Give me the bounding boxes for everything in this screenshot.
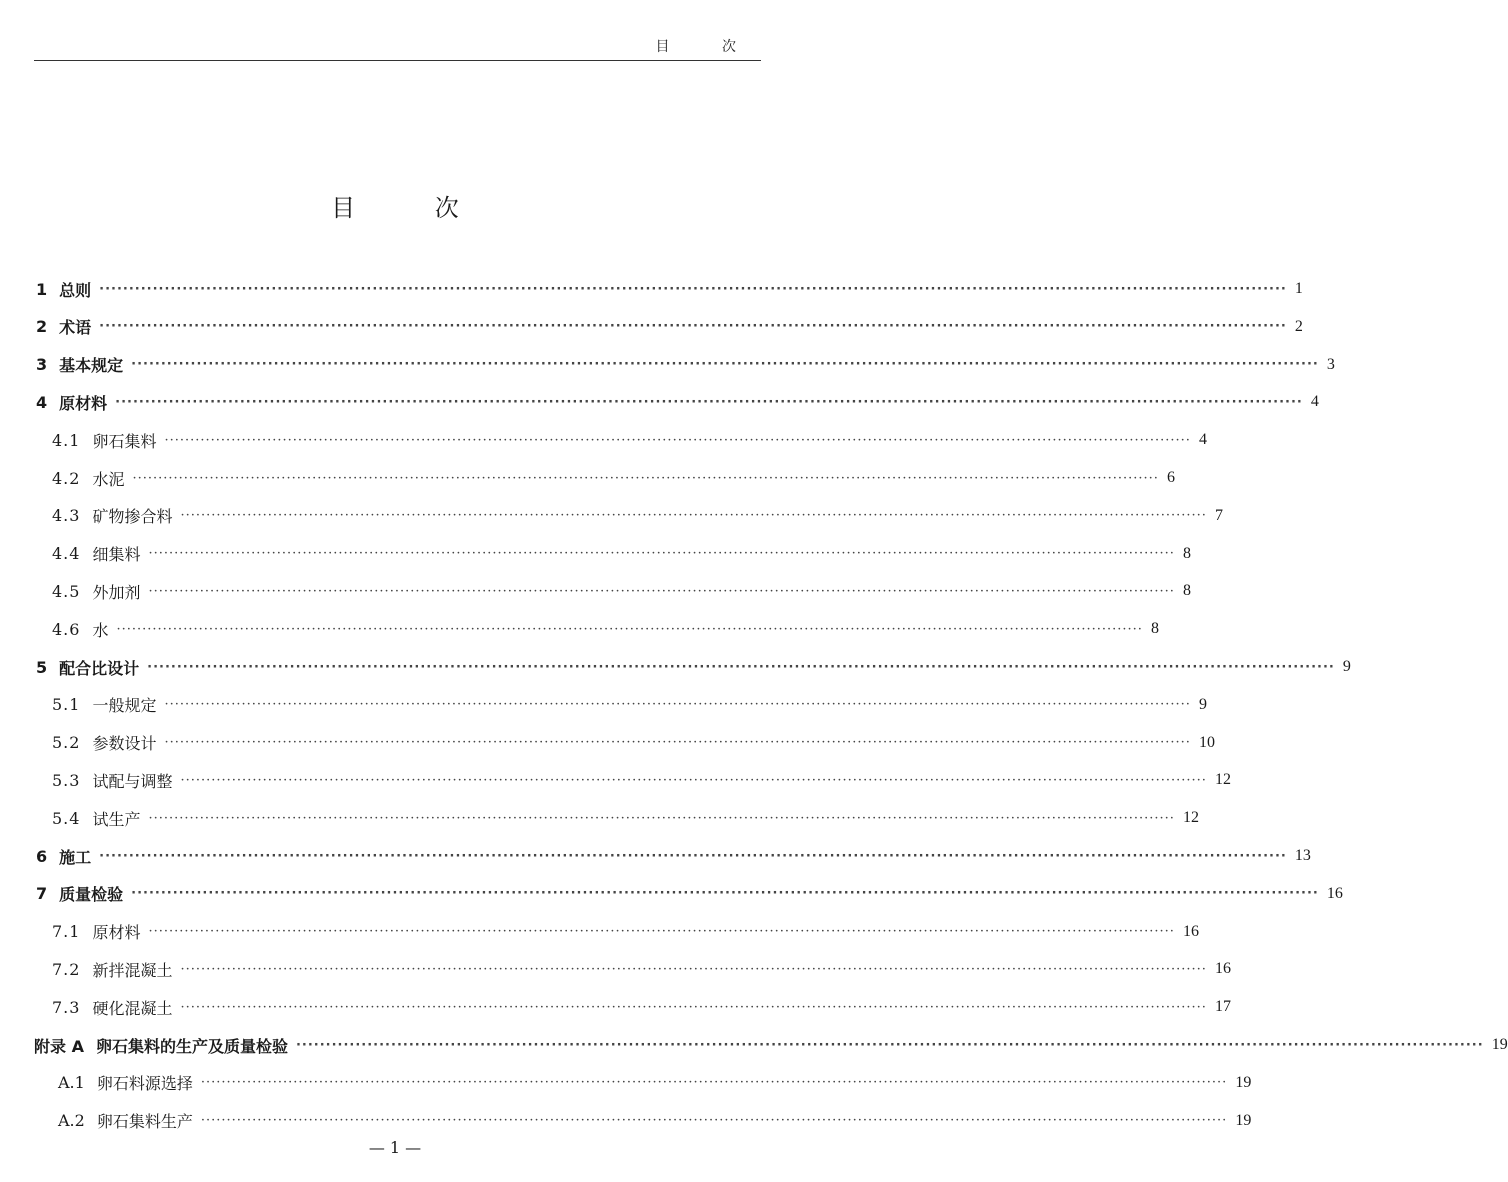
toc-entry-title: 卵石集料生产	[96, 1112, 193, 1132]
dot-leader: ········································································································································································································	[115, 394, 1303, 410]
toc-entry-page: 16	[1214, 960, 1231, 978]
toc-entry-title: 参数设计	[92, 734, 157, 754]
toc-entry-number: 5.2	[52, 733, 81, 753]
toc-entry-page: 17	[1214, 998, 1231, 1016]
toc-entry-page: 12	[1214, 771, 1231, 789]
toc-entry-page: 2	[1294, 317, 1303, 335]
dot-leader: ········································································································································································································	[131, 357, 1319, 373]
toc-entry-page: 16	[1326, 884, 1343, 902]
toc-entry-number: 5.3	[52, 770, 81, 790]
toc-entry[interactable]	[0, 990, 1231, 1024]
toc-entry-title: 质量检验	[59, 885, 124, 905]
toc-entry-title: 基本规定	[59, 356, 124, 376]
toc-entry[interactable]	[0, 310, 1303, 344]
toc-entry[interactable]	[0, 461, 1175, 495]
toc-entry-number: 2	[36, 317, 48, 337]
toc-entry-title: 施工	[59, 847, 92, 867]
dot-leader: ········································································································································································································	[99, 281, 1287, 297]
toc-entry-number: 1	[36, 279, 48, 299]
toc-entry[interactable]	[0, 537, 1191, 571]
toc-entry[interactable]	[0, 877, 1343, 911]
dot-leader: ········································································································································································································	[180, 999, 1207, 1015]
dot-leader: ········································································································································································································	[164, 697, 1191, 713]
toc-entry-title: 水	[92, 620, 109, 640]
toc-entry-page: 8	[1182, 582, 1191, 600]
header-rule	[34, 60, 761, 61]
toc-entry-title: 矿物掺合料	[92, 507, 173, 527]
toc-entry-title: 新拌混凝土	[92, 960, 173, 980]
toc-entry-page: 13	[1294, 847, 1311, 864]
dot-leader: ········································································································································································································	[99, 848, 1287, 864]
toc-entry-number: 7	[36, 884, 48, 904]
toc-entry-number: 7.2	[52, 959, 81, 979]
toc-entry-page: 16	[1182, 922, 1199, 940]
toc-entry[interactable]	[0, 1104, 1252, 1138]
toc-entry-number: 4	[36, 392, 48, 412]
toc-entry-page: 12	[1182, 809, 1199, 827]
toc-entry-page: 6	[1166, 469, 1175, 486]
toc-entry-title: 原材料	[59, 393, 108, 413]
toc-entry-title: 细集料	[92, 545, 141, 565]
toc-entry-title: 试配与调整	[92, 771, 173, 791]
dot-leader: ········································································································································································································	[164, 735, 1191, 751]
toc-entry-title: 外加剂	[92, 582, 141, 602]
toc-entry-title: 硬化混凝土	[92, 998, 173, 1018]
toc-entry-number: 4.2	[52, 468, 81, 488]
dot-leader: ········································································································································································································	[180, 508, 1207, 524]
dot-leader: ········································································································································································································	[180, 961, 1207, 977]
toc-entry-title: 总则	[59, 280, 92, 300]
toc-entry-page: 1	[1294, 280, 1303, 297]
dot-leader: ········································································································································································································	[148, 924, 1175, 940]
toc-entry-title: 一般规定	[92, 696, 157, 716]
toc-entry-page: 9	[1342, 658, 1351, 675]
dot-leader: ········································································································································································································	[295, 1037, 1484, 1053]
toc-entry[interactable]	[0, 385, 1319, 419]
toc-entry-title: 术语	[59, 318, 92, 338]
toc-entry-page: 10	[1198, 733, 1215, 751]
toc-entry[interactable]	[0, 915, 1199, 949]
toc-entry[interactable]	[0, 1028, 1508, 1062]
toc-entry[interactable]	[0, 574, 1191, 608]
toc-entry-title: 原材料	[92, 923, 141, 943]
toc-entry-page: 8	[1150, 620, 1159, 638]
toc-entry-page: 19	[1235, 1111, 1252, 1129]
toc-entry-page: 4	[1198, 431, 1207, 449]
toc-entry-number: 7.1	[52, 922, 81, 942]
toc-entry[interactable]	[0, 801, 1199, 835]
dot-leader: ········································································································································································································	[147, 659, 1335, 675]
dot-leader: ········································································································································································································	[164, 432, 1191, 448]
toc-entry-number: 附录 A	[34, 1036, 84, 1056]
page-title: 目 次	[331, 194, 495, 222]
toc-entry[interactable]	[0, 499, 1223, 533]
toc-entry-title: 配合比设计	[59, 658, 140, 678]
toc-entry-number: 7.3	[52, 997, 81, 1017]
toc-entry-title: 试生产	[92, 809, 141, 829]
toc-entry-number: 4.5	[52, 581, 81, 601]
page-number: — 1 —	[368, 1138, 422, 1157]
toc-entry-page: 3	[1326, 355, 1335, 373]
dot-leader: ········································································································································································································	[148, 583, 1175, 599]
running-header: 目 次	[655, 39, 760, 55]
toc-entry-number: A.2	[58, 1111, 85, 1131]
toc-entry-title: 卵石集料的生产及质量检验	[95, 1036, 288, 1056]
toc-entry-number: 6	[36, 846, 48, 866]
dot-leader: ········································································································································································································	[180, 772, 1207, 788]
toc-entry-number: 4.4	[52, 544, 81, 564]
toc-entry[interactable]	[0, 952, 1231, 986]
toc-entry-number: 4.1	[52, 430, 81, 450]
toc-entry-page: 8	[1182, 544, 1191, 562]
toc-entry[interactable]	[0, 763, 1231, 797]
toc-entry-page: 9	[1198, 695, 1207, 713]
toc-entry[interactable]	[0, 423, 1207, 457]
dot-leader: ········································································································································································································	[131, 886, 1319, 902]
toc-entry-number: 5	[36, 657, 48, 677]
toc-entry[interactable]	[0, 839, 1311, 873]
toc-entry-page: 19	[1235, 1073, 1252, 1091]
toc-entry-title: 卵石集料	[92, 431, 157, 451]
toc-entry-page: 7	[1214, 506, 1223, 524]
dot-leader: ········································································································································································································	[148, 810, 1175, 826]
dot-leader: ········································································································································································································	[200, 1075, 1228, 1091]
toc-entry[interactable]	[0, 612, 1159, 646]
toc-entry-title: 卵石料源选择	[96, 1074, 193, 1094]
dot-leader: ········································································································································································································	[132, 470, 1159, 486]
dot-leader: ········································································································································································································	[99, 319, 1287, 335]
toc-entry[interactable]	[0, 272, 1303, 306]
toc-entry-number: 3	[36, 355, 48, 375]
toc-entry-number: A.1	[58, 1073, 85, 1093]
toc-entry-page: 4	[1310, 393, 1319, 411]
toc-entry[interactable]	[0, 348, 1335, 382]
toc-entry-number: 4.3	[52, 506, 81, 526]
toc-entry[interactable]	[0, 1066, 1252, 1100]
dot-leader: ········································································································································································································	[148, 546, 1175, 562]
toc-entry[interactable]	[0, 650, 1351, 684]
toc-entry[interactable]	[0, 726, 1215, 760]
dot-leader: ········································································································································································································	[116, 621, 1143, 637]
toc-entry-number: 4.6	[52, 619, 81, 639]
toc-entry[interactable]	[0, 688, 1207, 722]
toc-entry-page: 19	[1491, 1036, 1508, 1053]
dot-leader: ········································································································································································································	[200, 1113, 1228, 1129]
toc-entry-number: 5.4	[52, 808, 81, 828]
toc-entry-title: 水泥	[92, 469, 125, 489]
toc-entry-number: 5.1	[52, 695, 81, 715]
